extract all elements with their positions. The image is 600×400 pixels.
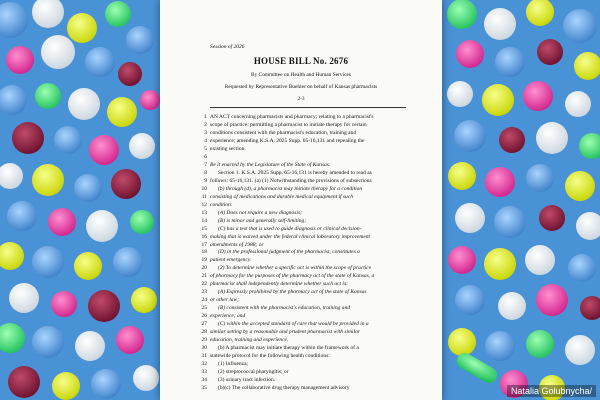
line-text: consisting of medications and durable medical equipment if such [210,193,353,200]
line-number: 25 [201,305,207,312]
bill-line [160,304,442,312]
bill-line [160,360,442,368]
committee-line: By Committee on Health and Human Services [250,72,351,78]
line-number: 19 [201,257,207,264]
bill-line [160,145,442,153]
line-number: 18 [201,249,207,256]
line-text: (b)(c) The collaborative drug therapy management advisory [218,384,350,391]
bill-line [160,328,442,336]
line-text: similar setting by a reasonable and prudent pharmacist with similar [210,329,360,336]
line-text: AN ACT concerning pharmacists and pharmacy; relating to a pharmacist's [210,114,374,120]
line-text: (C) has a test that is used to guide diagnosis or clinical decision- [218,225,362,232]
line-text: follows: 65-16,131. (a) (1) Notwithstanding the provisions of subsections [210,177,372,184]
line-number: 5 [204,145,207,152]
line-number: 21 [201,273,207,280]
line-number: 14 [201,217,207,224]
line-number: 23 [201,289,207,296]
line-text: conditions consistent with the pharmacist's education, training and [210,129,357,136]
bill-line [160,185,442,193]
line-number: 24 [201,297,207,304]
line-number: 29 [201,337,207,344]
line-text: (B) is minor and generally self-limiting; [218,217,307,224]
bill-line [160,272,442,280]
line-number: 35 [201,384,207,391]
bill-line [160,368,442,376]
bill-line [160,241,442,249]
line-text: experience; amending K.S.A. 2025 Supp. 65-16,131 and repealing the [210,137,365,144]
bill-line [160,153,442,161]
line-number: 13 [201,209,207,216]
line-text: (B) consistent with the pharmacist's education, training and [218,305,350,312]
line-text: (3) urinary tract infection. [218,377,276,383]
line-number: 4 [204,137,207,144]
bill-line [160,137,442,145]
bill-line [160,217,442,225]
line-number: 12 [201,201,207,208]
line-text: (A) Does not require a new diagnosis; [218,209,302,216]
line-text: (2) streptococcal pharyngitis; or [218,369,289,376]
bill-line [160,296,442,304]
line-number: 34 [201,377,207,383]
line-number: 11 [201,193,207,200]
line-number: 3 [204,129,207,136]
bill-line [160,169,442,177]
bill-line [160,177,442,185]
bill-line [160,288,442,296]
bill-line [160,121,442,129]
bill-line [160,320,442,328]
bill-line [160,384,442,392]
bill-line [160,113,442,121]
bill-line [160,201,442,209]
line-text: (b) through (d), a pharmacist may initiate therapy for a condition [218,185,363,192]
line-text: (C) within the accepted standard of care that would be provided in a [218,321,369,328]
line-number: 1 [204,114,207,120]
bill-line [160,256,442,264]
line-number: 30 [201,345,207,352]
bill-line [160,264,442,272]
line-text: experience; and [210,313,246,320]
line-text: condition: [210,201,233,208]
photo-credit: Natalia Golubnycha/ [507,385,596,397]
line-number: 9 [204,177,207,184]
line-number: 31 [201,353,207,360]
line-number: 7 [204,161,207,168]
line-number: 27 [201,321,207,328]
line-number: 22 [201,281,207,288]
line-number: 16 [201,233,207,240]
line-text: Be it enacted by the Legislature of the State of Kansas: [210,161,331,168]
bill-line [160,336,442,344]
bill-title: HOUSE BILL No. 2676 [253,56,349,66]
line-text: patient emergency. [210,257,252,264]
line-number: 17 [201,241,207,248]
request-line: Requested by Representative Buehler on behalf of Kansas pharmacists [224,84,378,90]
line-number: 6 [204,153,207,160]
line-text: (2) To determine whether a specific act is within the scope of practice [218,265,372,272]
bill-line [160,193,442,201]
bill-code: 2-3 [297,96,305,102]
line-text: of pharmacy for the purposes of the pharmacy act of the state of Kansas, a [210,273,375,280]
line-number: 15 [201,225,207,232]
line-number: 28 [201,329,207,336]
divider [210,107,406,108]
bill-line [160,344,442,352]
line-number: 20 [201,265,207,272]
bill-line [160,312,442,320]
line-number: 33 [201,369,207,376]
line-text: pharmacist shall independently determine whether such act is: [210,281,348,288]
line-number: 8 [204,169,207,176]
bill-line [160,376,442,384]
session-label: Session of 2026 [210,44,245,50]
bill-line [160,209,442,217]
line-text: statewide protocol for the following health conditions: [210,353,330,360]
line-number: 2 [204,121,207,128]
bill-document [160,0,442,400]
bill-line [160,248,442,256]
bill-line [160,233,442,241]
line-text: (1) Influenza; [218,361,249,368]
line-text: making that is waived under the federal clinical laboratory improvement [210,233,371,240]
line-text: education, training and experience. [210,337,289,344]
line-number: 26 [201,313,207,320]
line-text: amendments of 1988; or [210,241,264,248]
line-text: (D) in the professional judgment of the pharmacist, constitutes a [218,249,360,256]
line-text: (A) Expressly prohibited by the pharmacy act of the state of Kansas [218,289,367,296]
bill-line [160,280,442,288]
bill-line [160,352,442,360]
line-text: existing section. [210,145,246,152]
line-text: (b) A pharmacist may initiate therapy within the framework of a [218,345,359,352]
line-text: scope of practice; permitting a pharmacist to initiate therapy for certain [210,121,367,128]
bill-line [160,225,442,233]
bill-line [160,129,442,137]
line-text: Section 1. K.S.A. 2025 Supp. 65-16,131 is hereby amended to read as [218,169,372,176]
line-number: 10 [201,185,207,192]
line-number: 32 [201,361,207,368]
bill-line [160,161,442,169]
line-text: or other law; [210,297,240,304]
